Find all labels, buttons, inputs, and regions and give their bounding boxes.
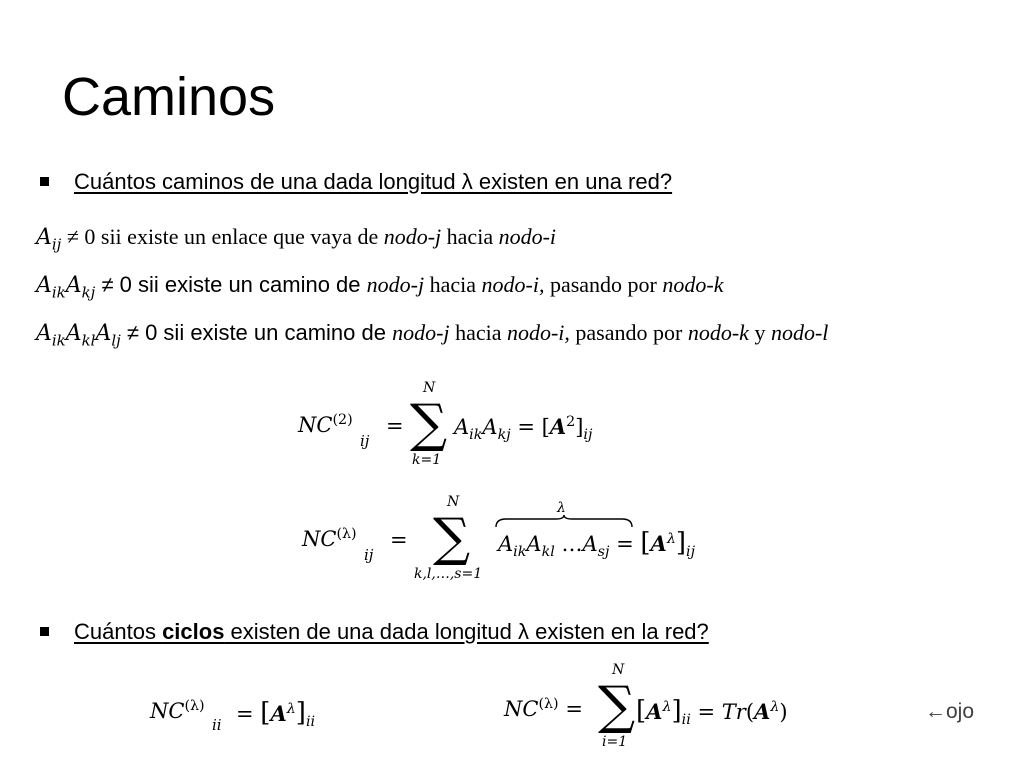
line2-node-i: nodo-i,: [481, 272, 545, 297]
line1-node-i: nodo-i: [498, 224, 557, 249]
summation-icon: ∑: [410, 394, 448, 454]
square-bullet-icon-2: [40, 627, 49, 636]
eq3-lhs: $NC^{(\lambda)}$: [150, 698, 205, 723]
line3-node-i: nodo-i,: [506, 320, 570, 345]
line2-node-j: nodo-j: [366, 272, 425, 297]
line3-text-a: ≠ 0 sii existe un camino de: [120, 320, 393, 345]
eq2-lhs-sub: ij: [364, 546, 374, 564]
eq3-lhs-sub: ii: [212, 716, 222, 734]
line2-text-c: pasando por: [544, 272, 663, 297]
eq2-equals: =: [390, 528, 408, 552]
summation-icon-3: ∑: [598, 676, 636, 736]
line2-node-k: nodo-k: [662, 272, 724, 297]
line3-node-k: nodo-k: [687, 320, 749, 345]
math-aik-akj: $A_{ik}A_{kj}$: [36, 273, 96, 302]
math-aik-akl-alj: $A_{ik}A_{kl}A_{lj}$: [36, 321, 121, 350]
line2-text-b: hacia: [424, 272, 482, 297]
condition-line-1: [36, 222, 556, 259]
eq4-sum-lower: i=1: [602, 734, 628, 750]
eq4-sum-upper: N: [612, 662, 625, 678]
eq2-overbrace-label: λ: [557, 500, 566, 516]
line3-text-c: pasando por: [569, 320, 688, 345]
line1-text-b: hacia: [441, 224, 499, 249]
line1-text-a: ≠ 0 sii existe un enlace que vaya de: [61, 224, 384, 249]
line1-node-j: nodo-j: [383, 224, 442, 249]
line3-node-l: nodo-l: [770, 320, 829, 345]
math-a-ij: $A_{ij}$: [36, 225, 62, 254]
square-bullet-icon: [40, 177, 49, 186]
eq1-terms: $A_{ik}A_{kj} = [A^2]_{ij}$: [454, 414, 593, 444]
condition-line-2: [36, 270, 723, 307]
eq2-terms: $A_{ik}A_{kl}$ $\dots A_{sj} = [A^\lambda]_{ij}$: [498, 528, 696, 561]
ojo-note: ←ojo: [925, 700, 975, 723]
bullet-2-text: [74, 618, 709, 646]
eq2-sum-upper: N: [447, 494, 460, 510]
bullet-1-text: Cuántos caminos de una dada longitud λ existen en una red?: [74, 169, 673, 194]
line3-text-b: hacia: [449, 320, 507, 345]
eq1-equals: =: [386, 414, 404, 438]
bullet-2-post: existen de una dada longitud λ existen en la red?: [224, 619, 709, 644]
line3-text-d: y: [748, 320, 771, 345]
bullet-2-bold: ciclos: [162, 619, 225, 644]
eq3-rhs: = $[A^\lambda]_{ii}$: [236, 698, 316, 731]
line3-node-j: nodo-j: [392, 320, 450, 345]
eq1-sum-upper: N: [423, 380, 436, 396]
condition-line-3: [36, 318, 828, 355]
overbrace-icon: [494, 515, 634, 529]
eq1-sum-lower: k=1: [412, 452, 442, 468]
summation-icon-2: ∑: [433, 508, 471, 568]
eq2-lhs: $NC^{(\lambda)}$: [302, 526, 357, 551]
slide-title: Caminos: [62, 67, 276, 127]
eq4-rhs: $[A^\lambda]_{ii} = Tr(A^\lambda)$: [636, 696, 788, 729]
eq4-lhs: $NC^{(\lambda)}$ =: [504, 696, 583, 721]
line2-text-a: ≠ 0 sii existe un camino de: [95, 272, 367, 297]
bullet-2-pre: Cuántos: [74, 619, 163, 644]
eq2-sum-lower: k,l,…,s=1: [414, 566, 483, 582]
eq1-lhs-sub: ij: [360, 432, 370, 450]
eq1-lhs: NC$^{(2)}$: [298, 412, 353, 437]
